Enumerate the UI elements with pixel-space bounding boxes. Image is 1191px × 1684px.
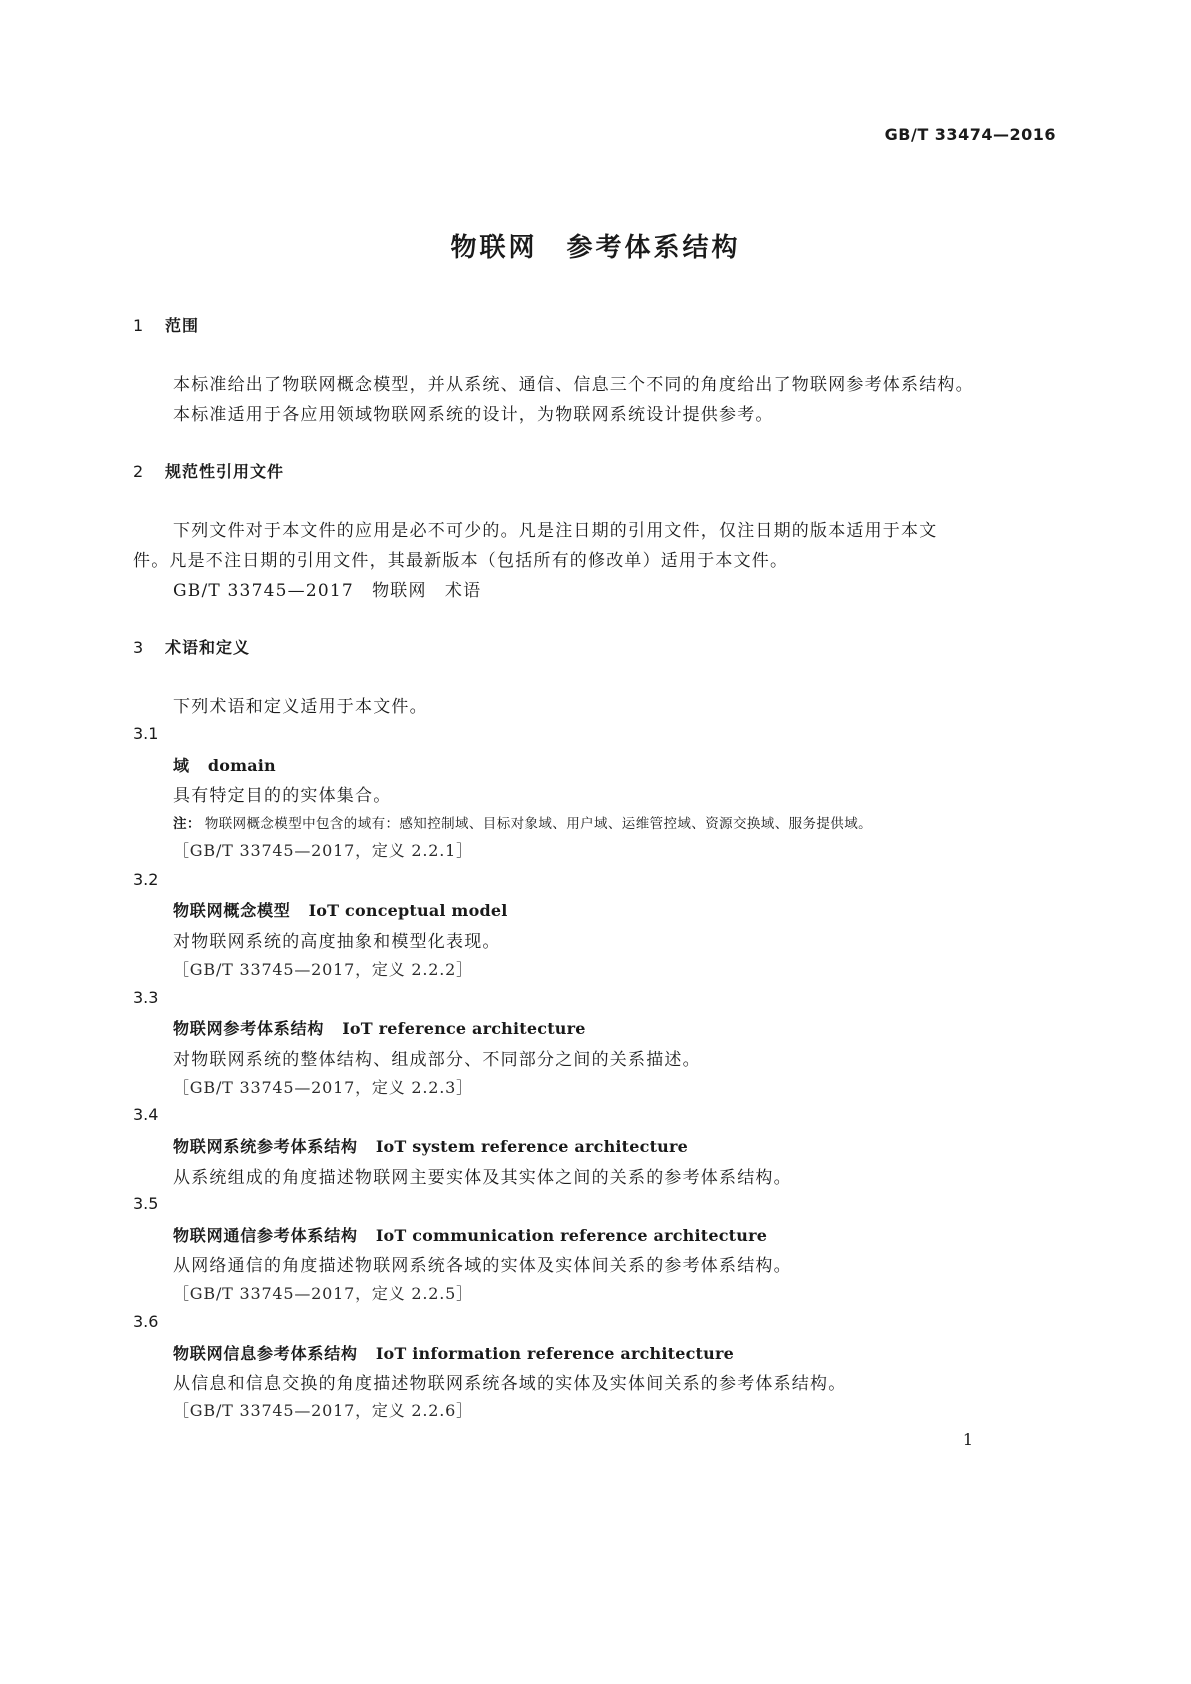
term-en: IoT information reference architecture [375, 1344, 734, 1363]
term-heading [173, 898, 507, 921]
clause-number: 3.1 [133, 724, 159, 743]
term-en: IoT system reference architecture [375, 1137, 689, 1156]
term-en: IoT communication reference architecture [375, 1226, 768, 1245]
section-title: 范围 [165, 316, 200, 335]
term-zh: 物联网信息参考体系结构 [173, 1344, 358, 1363]
term-source: ［GB/T 33745—2017，定义 2.2.2］ [173, 960, 473, 979]
term-source: ［GB/T 33745—2017，定义 2.2.1］ [173, 841, 473, 860]
section-number: 2 [133, 462, 145, 481]
page-number: 1 [962, 1430, 973, 1449]
term-definition: 对物联网系统的整体结构、组成部分、不同部分之间的关系描述。 [173, 1050, 701, 1070]
standard-code: GB/T 33474—2016 [884, 125, 1056, 144]
term-source: ［GB/T 33745—2017，定义 2.2.5］ [173, 1284, 473, 1303]
section-1-paragraph-1: 本标准给出了物联网概念模型，并从系统、通信、信息三个不同的角度给出了物联网参考体系结构。 [173, 375, 974, 395]
note-text: 物联网概念模型中包含的域有：感知控制域、目标对象域、用户域、运维管控域、资源交换域、服务提供域。 [204, 816, 873, 832]
section-2-paragraph-line-1: 下列文件对于本文件的应用是必不可少的。凡是注日期的引用文件，仅注日期的版本适用于本文 [173, 521, 938, 541]
clause-number: 3.4 [133, 1105, 159, 1124]
term-heading [173, 1016, 586, 1039]
term-en: IoT reference architecture [342, 1019, 586, 1038]
term-heading [173, 1223, 767, 1246]
section-3-heading [133, 635, 250, 658]
term-zh: 物联网参考体系结构 [173, 1019, 325, 1038]
clause-number: 3.5 [133, 1194, 159, 1213]
section-2-heading [133, 459, 284, 482]
term-source: ［GB/T 33745—2017，定义 2.2.6］ [173, 1401, 473, 1420]
clause-number: 3.6 [133, 1312, 159, 1331]
section-1-heading [133, 313, 199, 336]
term-definition: 具有特定目的的实体集合。 [173, 786, 392, 806]
note-label: 注： [173, 816, 201, 832]
term-heading [173, 1134, 688, 1157]
clause-number: 3.3 [133, 988, 159, 1007]
section-3-intro: 下列术语和定义适用于本文件。 [173, 697, 428, 717]
term-source: ［GB/T 33745—2017，定义 2.2.3］ [173, 1078, 473, 1097]
section-2-paragraph-line-2: 件。凡是不注日期的引用文件，其最新版本（包括所有的修改单）适用于本文件。 [133, 551, 789, 571]
term-en: IoT conceptual model [308, 901, 508, 920]
section-title: 规范性引用文件 [165, 462, 285, 481]
term-zh: 域 [173, 756, 190, 775]
term-definition: 从系统组成的角度描述物联网主要实体及其实体之间的关系的参考体系结构。 [173, 1168, 792, 1188]
term-note [173, 812, 872, 832]
normative-reference: GB/T 33745—2017 物联网 术语 [173, 581, 482, 601]
term-definition: 从信息和信息交换的角度描述物联网系统各域的实体及实体间关系的参考体系结构。 [173, 1374, 847, 1394]
document-title: 物联网 参考体系结构 [450, 233, 741, 263]
term-heading [173, 1341, 734, 1364]
term-zh: 物联网系统参考体系结构 [173, 1137, 358, 1156]
term-definition: 从网络通信的角度描述物联网系统各域的实体及实体间关系的参考体系结构。 [173, 1256, 792, 1276]
section-number: 1 [133, 316, 145, 335]
term-definition: 对物联网系统的高度抽象和模型化表现。 [173, 932, 501, 952]
term-heading [173, 753, 276, 776]
section-1-paragraph-2: 本标准适用于各应用领域物联网系统的设计，为物联网系统设计提供参考。 [173, 405, 774, 425]
term-en: domain [207, 756, 276, 775]
term-zh: 物联网概念模型 [173, 901, 291, 920]
clause-number: 3.2 [133, 870, 159, 889]
section-number: 3 [133, 638, 145, 657]
term-zh: 物联网通信参考体系结构 [173, 1226, 358, 1245]
section-title: 术语和定义 [165, 638, 251, 657]
